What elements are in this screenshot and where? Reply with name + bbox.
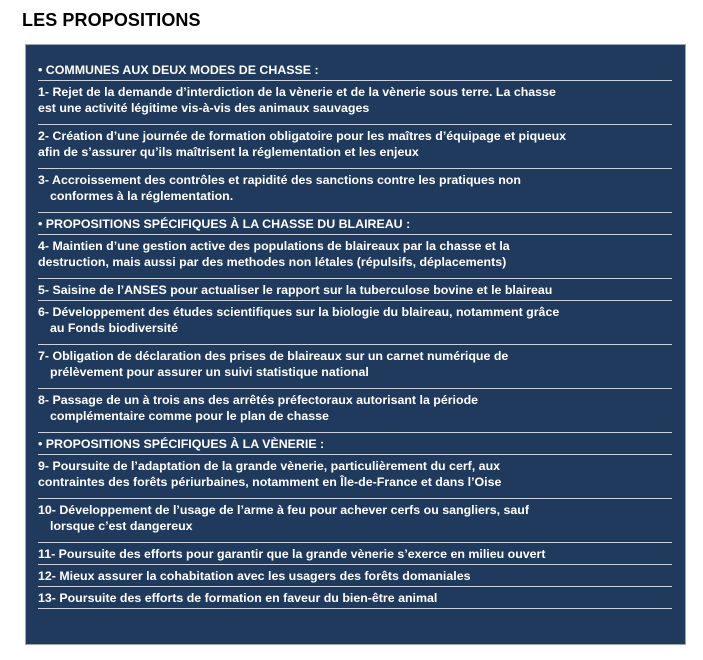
proposition-1-line1: 1- Rejet de la demande d’interdiction de la vènerie et de la vènerie sous terre. La chasse: [38, 85, 556, 99]
proposition-3-line2: conformes à la réglementation.: [50, 189, 234, 203]
proposition-item-13: [38, 587, 672, 609]
proposition-item-3: [38, 169, 672, 213]
section-heading-badger: • PROPOSITIONS SPÉCIFIQUES À LA CHASSE DU BLAIREAU :: [38, 213, 672, 235]
proposition-item-7: [38, 345, 672, 389]
proposition-7-line2: prélèvement pour assurer un suivi statistique national: [50, 365, 369, 379]
proposition-1-line2: est une activité légitime vis-à-vis des animaux sauvages: [38, 101, 370, 115]
proposition-11-line1: 11- Poursuite des efforts pour garantir que la grande vènerie s’exerce en milieu ouvert: [38, 547, 546, 561]
proposition-7-line1: 7- Obligation de déclaration des prises de blaireaux sur un carnet numérique de: [38, 349, 509, 363]
proposition-6-line2: au Fonds biodiversité: [50, 321, 179, 335]
section-heading-common: • COMMUNES AUX DEUX MODES DE CHASSE :: [38, 59, 672, 81]
proposition-item-8: [38, 389, 672, 433]
proposition-2-line2: afin de s’assurer qu’ils maîtrisent la réglementation et les enjeux: [38, 145, 419, 159]
proposition-item-9: [38, 455, 672, 499]
proposition-item-10: [38, 499, 672, 543]
proposition-item-5: [38, 279, 672, 301]
proposition-5-line1: 5- Saisine de l’ANSES pour actualiser le rapport sur la tuberculose bovine et le blaireau: [38, 283, 553, 297]
proposition-item-12: [38, 565, 672, 587]
proposition-13-line1: 13- Poursuite des efforts de formation en faveur du bien-être animal: [38, 591, 438, 605]
proposition-10-line1: 10- Développement de l’usage de l’arme à feu pour achever cerfs ou sangliers, sauf: [38, 503, 529, 517]
proposition-item-11: [38, 543, 672, 565]
proposition-item-1: [38, 81, 672, 125]
proposition-9-line1: 9- Poursuite de l’adaptation de la grande vènerie, particulièrement du cerf, aux: [38, 459, 501, 473]
proposition-12-line1: 12- Mieux assurer la cohabitation avec les usagers des forêts domaniales: [38, 569, 471, 583]
proposition-4-line2: destruction, mais aussi par des methodes non létales (répulsifs, déplacements): [38, 255, 507, 269]
proposition-item-6: [38, 301, 672, 345]
proposition-4-line1: 4- Maintien d’une gestion active des populations de blaireaux par la chasse et la: [38, 239, 510, 253]
proposition-9-line2: contraintes des forêts périurbaines, notamment en Île-de-France et dans l’Oise: [38, 475, 502, 489]
section-heading-venerie: • PROPOSITIONS SPÉCIFIQUES À LA VÈNERIE :: [38, 433, 672, 455]
proposition-item-4: [38, 235, 672, 279]
proposition-8-line2: complémentaire comme pour le plan de chasse: [50, 409, 329, 423]
proposition-3-line1: 3- Accroissement des contrôles et rapidité des sanctions contre les pratiques non: [38, 173, 521, 187]
page-title: LES PROPOSITIONS: [22, 10, 201, 30]
proposition-2-line1: 2- Création d’une journée de formation obligatoire pour les maîtres d’équipage et piqueux: [38, 129, 567, 143]
proposition-10-line2: lorsque c’est dangereux: [50, 519, 193, 533]
proposition-6-line1: 6- Développement des études scientifiques sur la biologie du blaireau, notamment grâce: [38, 305, 560, 319]
proposition-8-line1: 8- Passage de un à trois ans des arrêtés préfectoraux autorisant la période: [38, 393, 479, 407]
proposition-item-2: [38, 125, 672, 169]
propositions-panel: [25, 44, 686, 645]
